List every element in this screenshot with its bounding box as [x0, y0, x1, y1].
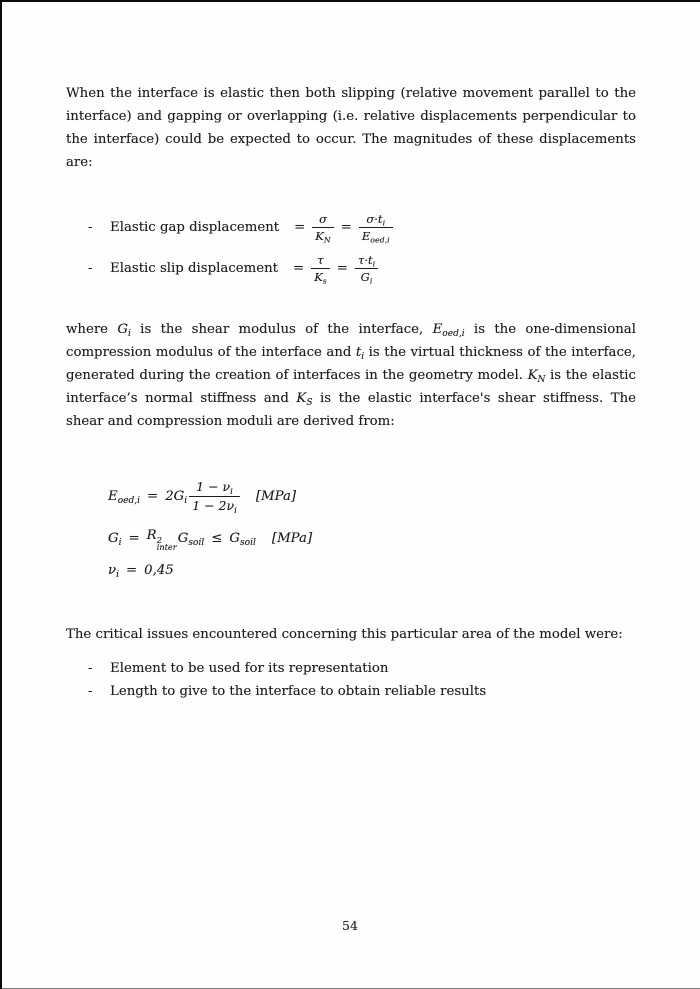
- gsoil-limit-term: $G_{soil}$: [229, 530, 256, 548]
- list-item: [66, 657, 636, 680]
- equals-sign: =: [293, 261, 305, 276]
- fraction-tauti-over-gi: $\frac{\tau\cdot t_i}{G_i}$: [355, 253, 378, 284]
- paragraph-critical-issues: The critical issues encountered concerning this particular area of the model were:: [66, 627, 623, 642]
- equals-sign: =: [340, 220, 352, 235]
- slip-displacement-equation: [88, 248, 636, 289]
- equals-sign: =: [128, 530, 140, 546]
- gsoil-term: $G_{soil}$: [177, 530, 205, 548]
- equals-sign: =: [125, 562, 138, 578]
- unit-mpa: [MPa]: [271, 530, 313, 546]
- equals-sign: =: [336, 261, 348, 276]
- moduli-derivation-block: [108, 474, 636, 582]
- list-item: [66, 680, 636, 703]
- page-number: 54: [342, 918, 358, 933]
- leq-sign: ≤: [211, 530, 223, 546]
- equals-sign: =: [147, 488, 159, 504]
- issue-text: Length to give to the interface to obtain reliable results: [110, 684, 487, 699]
- paragraph-where-definitions: where $G_i$ is the shear modulus of the interface, $E_{oed,i}$ is the one-dimensional compression modulus of the interface and $t_i$ is the virtual thickness of the interface, generated during the creation of interfaces in the geometry model. $K_N$ is the elastic interface’s normal stiffness and $K_S$ is the elastic interface's shear stiffness. The shear and compression moduli are derived from:: [66, 322, 637, 429]
- bullet-dash: -: [88, 661, 93, 676]
- bullet-dash: -: [88, 261, 93, 276]
- gi-lhs: $G_i$: [108, 530, 122, 548]
- fraction-poisson: $\frac{1 - \nu_i}{1 - 2\nu_i}$: [189, 479, 240, 514]
- slip-equation-label: Elastic slip displacement: [110, 261, 279, 276]
- eoed-equation: [108, 474, 636, 518]
- equals-sign: =: [294, 220, 306, 235]
- nu-lhs: $\nu_i$: [108, 562, 119, 580]
- bullet-dash: -: [88, 220, 93, 235]
- fraction-sigmati-over-eoed: $\frac{\sigma\cdot t_i}{E_{oed,i}}$: [359, 212, 393, 243]
- nu-equation: [108, 558, 636, 582]
- unit-mpa: [MPa]: [255, 488, 297, 504]
- fraction-sigma-over-kn: $\frac{\sigma}{K_N}$: [312, 212, 333, 243]
- displacement-equation-list: [66, 207, 636, 289]
- gap-equation-label: Elastic gap displacement: [110, 220, 280, 235]
- gap-displacement-equation: [88, 207, 636, 248]
- bullet-dash: -: [88, 684, 93, 699]
- critical-issues-list: [66, 657, 636, 703]
- eoed-lhs: $E_{oed,i}$: [108, 488, 141, 506]
- fraction-tau-over-ks: $\frac{\tau}{K_s}$: [311, 253, 330, 284]
- eoed-coefficient: $2G_i$: [165, 488, 188, 506]
- rinter-term: R 2 inter: [146, 527, 177, 553]
- nu-value: 0,45: [144, 562, 174, 578]
- gi-equation: [108, 526, 636, 553]
- issue-text: Element to be used for its representation: [110, 661, 389, 676]
- paragraph-intro: When the interface is elastic then both slipping (relative movement parallel to the interface) and gapping or overlapping (i.e. relative displacements perpendicular to the interface) could be expected to occur. The magnitudes of these displacements are:: [66, 86, 636, 170]
